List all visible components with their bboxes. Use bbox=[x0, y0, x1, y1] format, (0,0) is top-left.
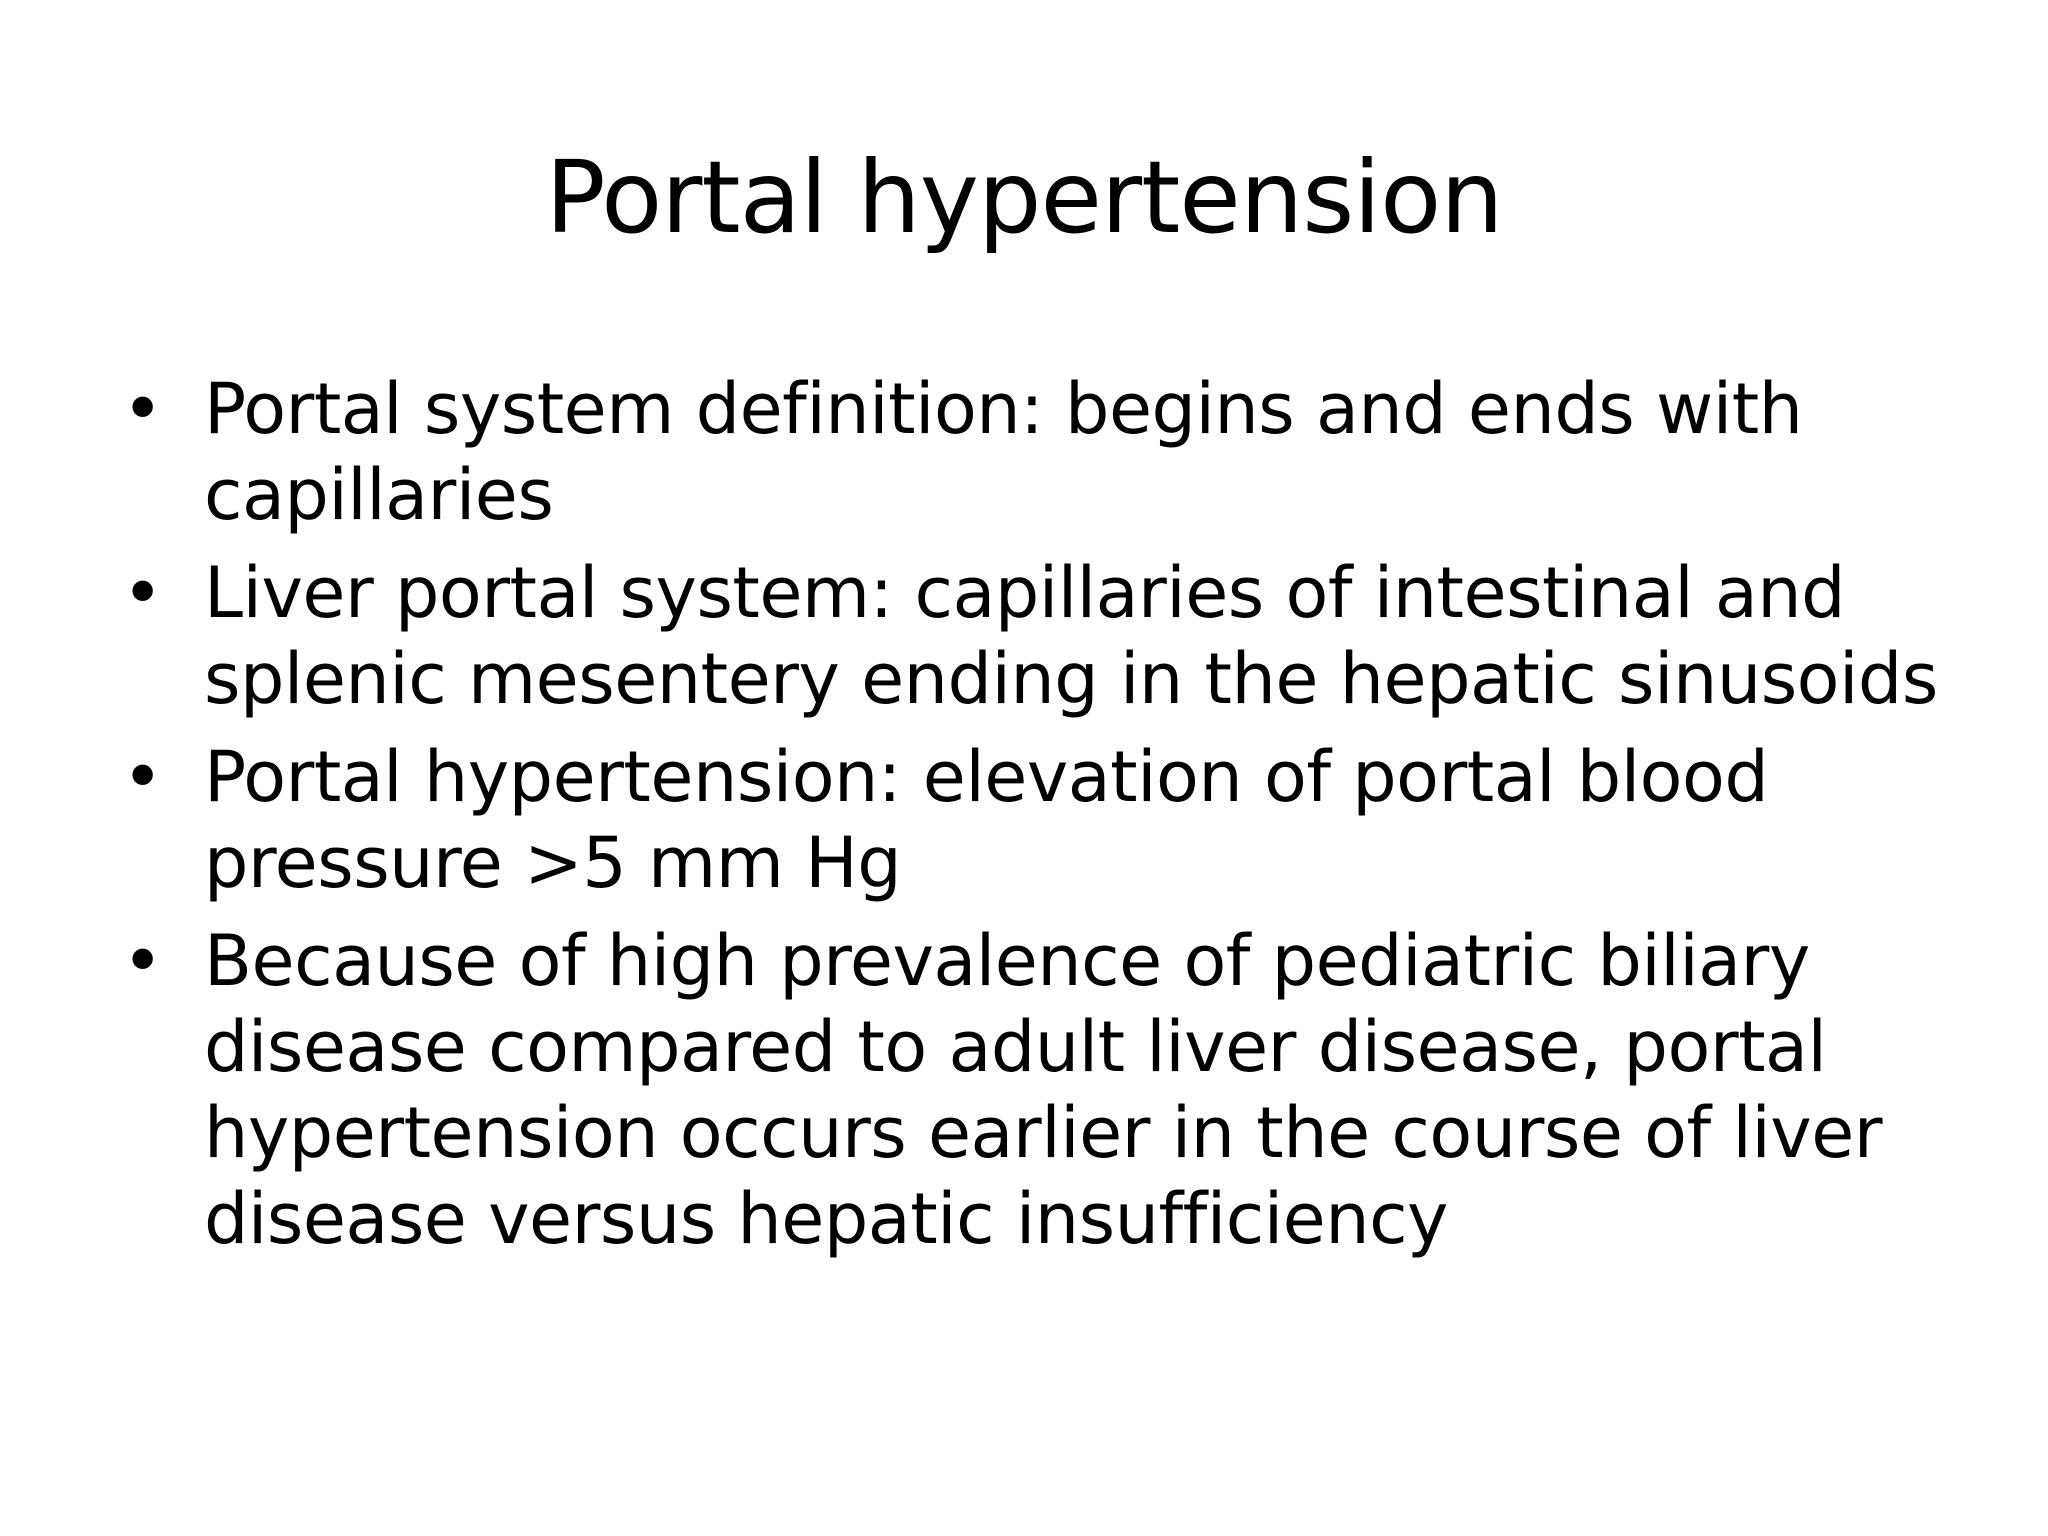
bullet-text: Portal hypertension: elevation of portal blood pressure >5 mm Hg bbox=[204, 736, 1769, 904]
bullet-icon: • bbox=[122, 552, 163, 634]
bullet-item-1 bbox=[118, 366, 1958, 538]
bullet-text: Because of high prevalence of pediatric biliary disease compared to adult liver disease, portal hypertension occurs earlier in the course of liver disease versus hepatic insufficiency bbox=[204, 920, 1883, 1260]
slide-title: Portal hypertension bbox=[545, 139, 1503, 256]
bullet-text: Liver portal system: capillaries of intestinal and splenic mesentery ending in the hepatic sinusoids bbox=[204, 552, 1938, 720]
bullet-item-3 bbox=[118, 734, 1958, 906]
bullet-icon: • bbox=[122, 368, 163, 450]
bullet-item-2 bbox=[118, 550, 1958, 722]
bullet-list bbox=[118, 366, 1958, 1274]
bullet-text: Portal system definition: begins and ends with capillaries bbox=[204, 368, 1803, 536]
bullet-icon: • bbox=[122, 736, 163, 818]
bullet-item-4 bbox=[118, 918, 1958, 1262]
bullet-icon: • bbox=[122, 920, 163, 1002]
